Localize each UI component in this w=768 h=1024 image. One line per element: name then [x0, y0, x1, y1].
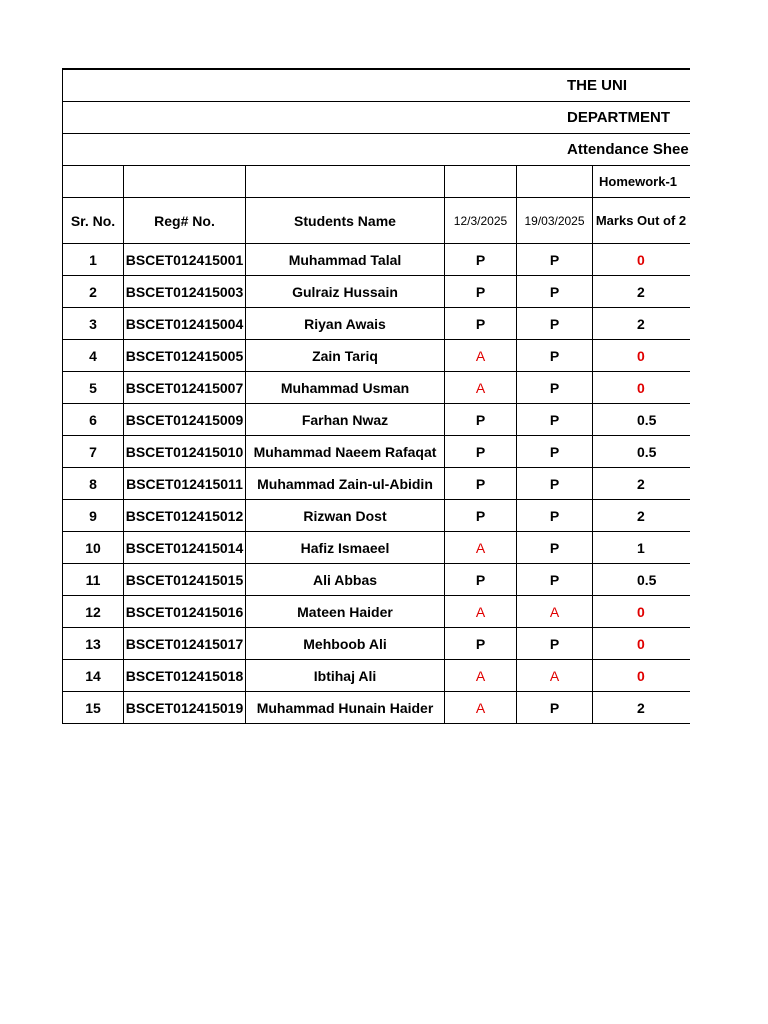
student-name-cell: Muhammad Hunain Haider: [246, 692, 445, 724]
blank-cell: [63, 166, 124, 198]
attendance-cell-2: P: [517, 692, 593, 724]
homework-mark-cell: 0.5: [593, 564, 691, 596]
student-name-cell: Ali Abbas: [246, 564, 445, 596]
table-row: [63, 564, 691, 596]
attendance-cell-1: A: [445, 596, 517, 628]
sr-no-cell: 14: [63, 660, 124, 692]
column-header-row: [63, 198, 691, 244]
attendance-cell-2: P: [517, 372, 593, 404]
attendance-cell-2: P: [517, 564, 593, 596]
table-row: [63, 404, 691, 436]
student-name-cell: Muhammad Usman: [246, 372, 445, 404]
student-name-header: Students Name: [246, 198, 445, 244]
sr-no-cell: 2: [63, 276, 124, 308]
attendance-cell-1: A: [445, 692, 517, 724]
sr-no-cell: 9: [63, 500, 124, 532]
table-row: [63, 340, 691, 372]
sr-no-cell: 13: [63, 628, 124, 660]
homework-mark-cell: 0: [593, 596, 691, 628]
attendance-table: [62, 68, 690, 724]
attendance-cell-2: P: [517, 628, 593, 660]
reg-no-cell: BSCET012415004: [124, 308, 246, 340]
student-name-cell: Mehboob Ali: [246, 628, 445, 660]
sr-no-cell: 15: [63, 692, 124, 724]
attendance-cell-1: P: [445, 436, 517, 468]
student-name-cell: Rizwan Dost: [246, 500, 445, 532]
reg-no-cell: BSCET012415015: [124, 564, 246, 596]
reg-no-header: Reg# No.: [124, 198, 246, 244]
attendance-cell-1: P: [445, 276, 517, 308]
attendance-cell-2: A: [517, 660, 593, 692]
attendance-cell-1: P: [445, 564, 517, 596]
sr-no-cell: 4: [63, 340, 124, 372]
university-row: [63, 69, 691, 102]
homework-mark-cell: 0.5: [593, 436, 691, 468]
department-row: [63, 102, 691, 134]
table-row: [63, 628, 691, 660]
attendance-cell-2: P: [517, 436, 593, 468]
student-name-cell: Farhan Nwaz: [246, 404, 445, 436]
homework-mark-cell: 2: [593, 468, 691, 500]
homework-mark-cell: 0: [593, 244, 691, 276]
attendance-cell-2: P: [517, 276, 593, 308]
table-row: [63, 596, 691, 628]
reg-no-cell: BSCET012415005: [124, 340, 246, 372]
attendance-cell-1: P: [445, 244, 517, 276]
blank-cell: [246, 166, 445, 198]
table-row: [63, 436, 691, 468]
reg-no-cell: BSCET012415007: [124, 372, 246, 404]
homework-mark-cell: 1: [593, 532, 691, 564]
reg-no-cell: BSCET012415012: [124, 500, 246, 532]
reg-no-cell: BSCET012415019: [124, 692, 246, 724]
attendance-sheet: [62, 68, 690, 724]
attendance-cell-2: P: [517, 308, 593, 340]
date-header-1: 12/3/2025: [445, 198, 517, 244]
student-name-cell: Muhammad Zain-ul-Abidin: [246, 468, 445, 500]
homework-mark-cell: 2: [593, 692, 691, 724]
homework-mark-cell: 0: [593, 660, 691, 692]
attendance-cell-1: A: [445, 660, 517, 692]
homework-mark-cell: 0: [593, 340, 691, 372]
blank-cell: [124, 166, 246, 198]
homework-mark-cell: 0: [593, 372, 691, 404]
department-title: DEPARTMENT: [63, 102, 691, 134]
reg-no-cell: BSCET012415009: [124, 404, 246, 436]
sr-no-cell: 5: [63, 372, 124, 404]
student-name-cell: Muhammad Talal: [246, 244, 445, 276]
table-row: [63, 372, 691, 404]
student-name-cell: Ibtihaj Ali: [246, 660, 445, 692]
university-title: THE UNI: [63, 69, 691, 102]
marks-header: [593, 198, 691, 244]
attendance-cell-2: P: [517, 404, 593, 436]
attendance-cell-2: P: [517, 532, 593, 564]
attendance-cell-2: P: [517, 468, 593, 500]
table-row: [63, 692, 691, 724]
homework-mark-cell: 2: [593, 308, 691, 340]
attendance-cell-2: P: [517, 340, 593, 372]
table-row: [63, 660, 691, 692]
reg-no-cell: BSCET012415011: [124, 468, 246, 500]
sr-no-cell: 10: [63, 532, 124, 564]
blank-cell: [445, 166, 517, 198]
table-row: [63, 308, 691, 340]
sheet-title-row: [63, 134, 691, 166]
table-row: [63, 276, 691, 308]
sr-no-cell: 11: [63, 564, 124, 596]
table-row: [63, 244, 691, 276]
attendance-cell-1: P: [445, 500, 517, 532]
reg-no-cell: BSCET012415016: [124, 596, 246, 628]
student-name-cell: Mateen Haider: [246, 596, 445, 628]
reg-no-cell: BSCET012415017: [124, 628, 246, 660]
sr-no-cell: 8: [63, 468, 124, 500]
homework-mark-cell: 0.5: [593, 404, 691, 436]
date-header-2: 19/03/2025: [517, 198, 593, 244]
reg-no-cell: BSCET012415010: [124, 436, 246, 468]
attendance-cell-1: A: [445, 340, 517, 372]
student-name-cell: Zain Tariq: [246, 340, 445, 372]
sr-no-header: Sr. No.: [63, 198, 124, 244]
attendance-cell-1: A: [445, 372, 517, 404]
sr-no-cell: 7: [63, 436, 124, 468]
attendance-cell-2: P: [517, 244, 593, 276]
reg-no-cell: BSCET012415003: [124, 276, 246, 308]
homework-mark-cell: 2: [593, 500, 691, 532]
attendance-cell-1: P: [445, 628, 517, 660]
attendance-cell-1: A: [445, 532, 517, 564]
homework-mark-cell: 0: [593, 628, 691, 660]
table-row: [63, 532, 691, 564]
table-row: [63, 500, 691, 532]
sheet-title: Attendance Shee: [63, 134, 691, 166]
attendance-cell-1: P: [445, 308, 517, 340]
table-row: [63, 468, 691, 500]
blank-cell: [517, 166, 593, 198]
attendance-cell-1: P: [445, 404, 517, 436]
student-name-cell: Hafiz Ismaeel: [246, 532, 445, 564]
attendance-cell-2: P: [517, 500, 593, 532]
student-name-cell: Muhammad Naeem Rafaqat: [246, 436, 445, 468]
attendance-cell-1: P: [445, 468, 517, 500]
homework-mark-cell: 2: [593, 276, 691, 308]
sr-no-cell: 12: [63, 596, 124, 628]
student-name-cell: Riyan Awais: [246, 308, 445, 340]
reg-no-cell: BSCET012415001: [124, 244, 246, 276]
sr-no-cell: 1: [63, 244, 124, 276]
attendance-cell-2: A: [517, 596, 593, 628]
sr-no-cell: 6: [63, 404, 124, 436]
homework-header: Homework-1: [593, 166, 691, 198]
reg-no-cell: BSCET012415018: [124, 660, 246, 692]
marks-header-text: Marks Out of 2: [595, 213, 687, 228]
student-name-cell: Gulraiz Hussain: [246, 276, 445, 308]
reg-no-cell: BSCET012415014: [124, 532, 246, 564]
sr-no-cell: 3: [63, 308, 124, 340]
group-header-row: [63, 166, 691, 198]
